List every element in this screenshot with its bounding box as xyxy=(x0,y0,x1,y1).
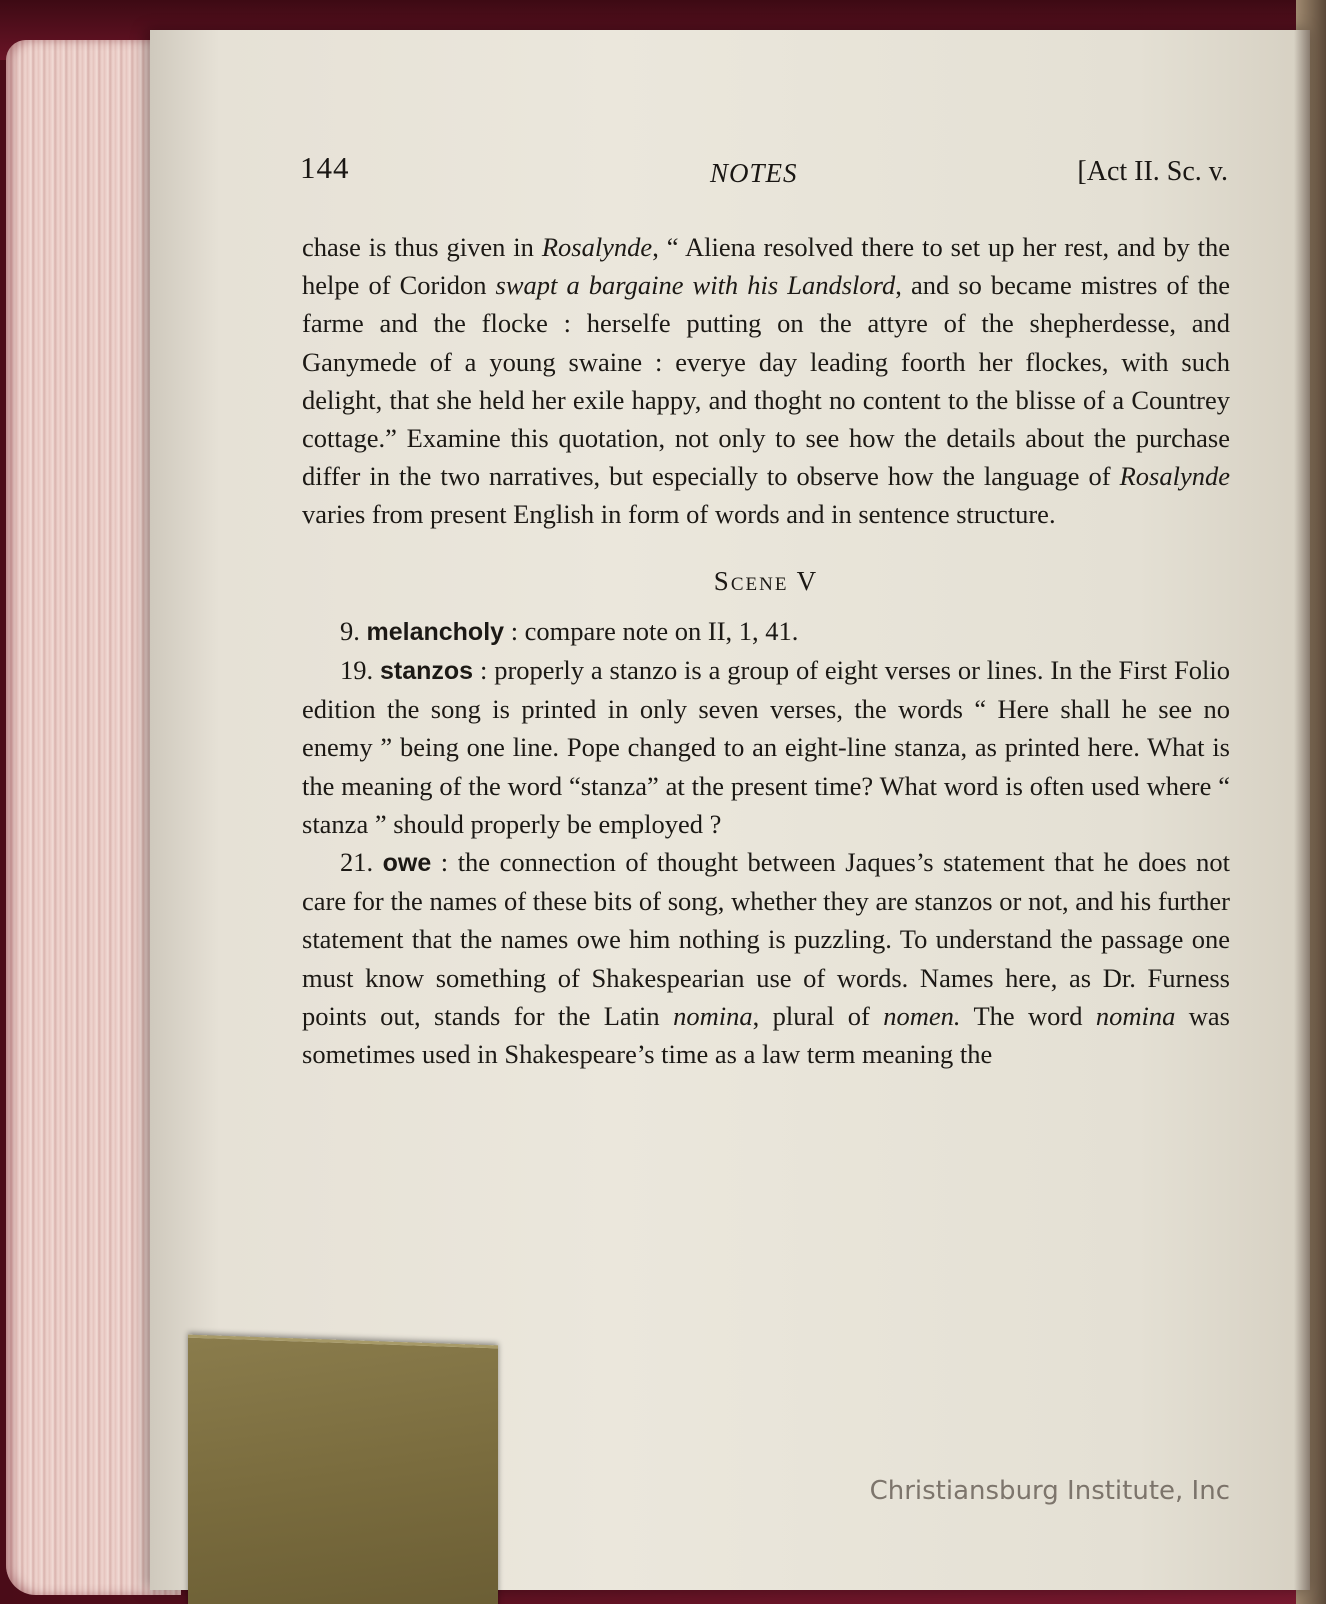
page-number: 144 xyxy=(300,150,350,185)
line-number: 21. xyxy=(340,847,374,878)
note-text: , plural of xyxy=(752,1000,884,1031)
note-term: stanzos xyxy=(380,657,474,686)
paragraph-rosalynde xyxy=(302,228,1230,534)
note-text: : properly a stanzo is a group of eight verses or lines. In the First Folio edition the song is printed in only seven verses, the words “ Here shall he see no enemy ” being one line. Pope changed to an eight-line stanza, as printed here. What is the meaning of the word “stanza” at the present time? What word is often used where “ stanza ” should properly be employed ? xyxy=(302,655,1230,839)
text-run: , “ Aliena resolved there to set up her rest, and by the helpe of Coridon xyxy=(302,232,1230,301)
note-text: : the connection of thought between Jaques’s statement that he does not care for the names of these bits of song, whether they are stanzos or not, and his further statement that the names owe him nothing is puzzling. To understand the passage one must know something of Shakespearian use of words. Names here, as Dr. Furness points out, stands for the Latin xyxy=(302,847,1230,1031)
note-owe xyxy=(302,843,1230,1073)
line-number: 9. xyxy=(340,615,360,646)
note-stanzos xyxy=(302,651,1230,843)
note-term: owe xyxy=(382,849,432,878)
italic-run: Rosalynde xyxy=(1119,461,1230,492)
text-run: , and so became mistres of the farme and the flocke : herselfe putting on the attyre of the shepherdesse, and Ganymede of a young swaine : everye day leading foorth her flockes, with such delight, that she held her exile happy, and thoght no content to the blisse of a Countrey cottage.” Examine this quotation, not only to see how the details about the purchase differ in the two narratives, but especially to observe how the language of xyxy=(302,270,1231,492)
text-run: chase is thus given in xyxy=(302,232,542,262)
italic-run: nomina xyxy=(1095,1000,1176,1031)
note-text: : compare note on II, 1, 41. xyxy=(504,615,799,646)
note-melancholy xyxy=(302,612,1230,651)
scene-heading: Scene V xyxy=(713,565,819,596)
italic-run: Rosalynde xyxy=(541,232,653,262)
note-text: was sometimes used in Shakespeare’s time as a law term meaning the xyxy=(302,1000,1230,1070)
running-head xyxy=(300,150,1228,200)
note-text: The word xyxy=(960,1000,1096,1031)
page-title: NOTES xyxy=(710,158,798,188)
italic-run: nomina xyxy=(673,1000,753,1031)
notes-text xyxy=(302,228,1230,1073)
page-gutter xyxy=(1294,30,1310,1590)
act-scene-reference: [Act II. Sc. v. xyxy=(1077,156,1228,187)
line-number: 19. xyxy=(340,655,374,686)
watermark: Christiansburg Institute, Inc xyxy=(869,1476,1230,1506)
text-run: varies from present English in form of words and in sentence structure. xyxy=(302,499,1056,530)
italic-run: swapt a bargaine with his Landslord xyxy=(495,270,896,301)
italic-run: nomen. xyxy=(883,1000,961,1031)
note-term: melancholy xyxy=(366,617,505,646)
bookmark-ribbon xyxy=(188,1335,498,1604)
